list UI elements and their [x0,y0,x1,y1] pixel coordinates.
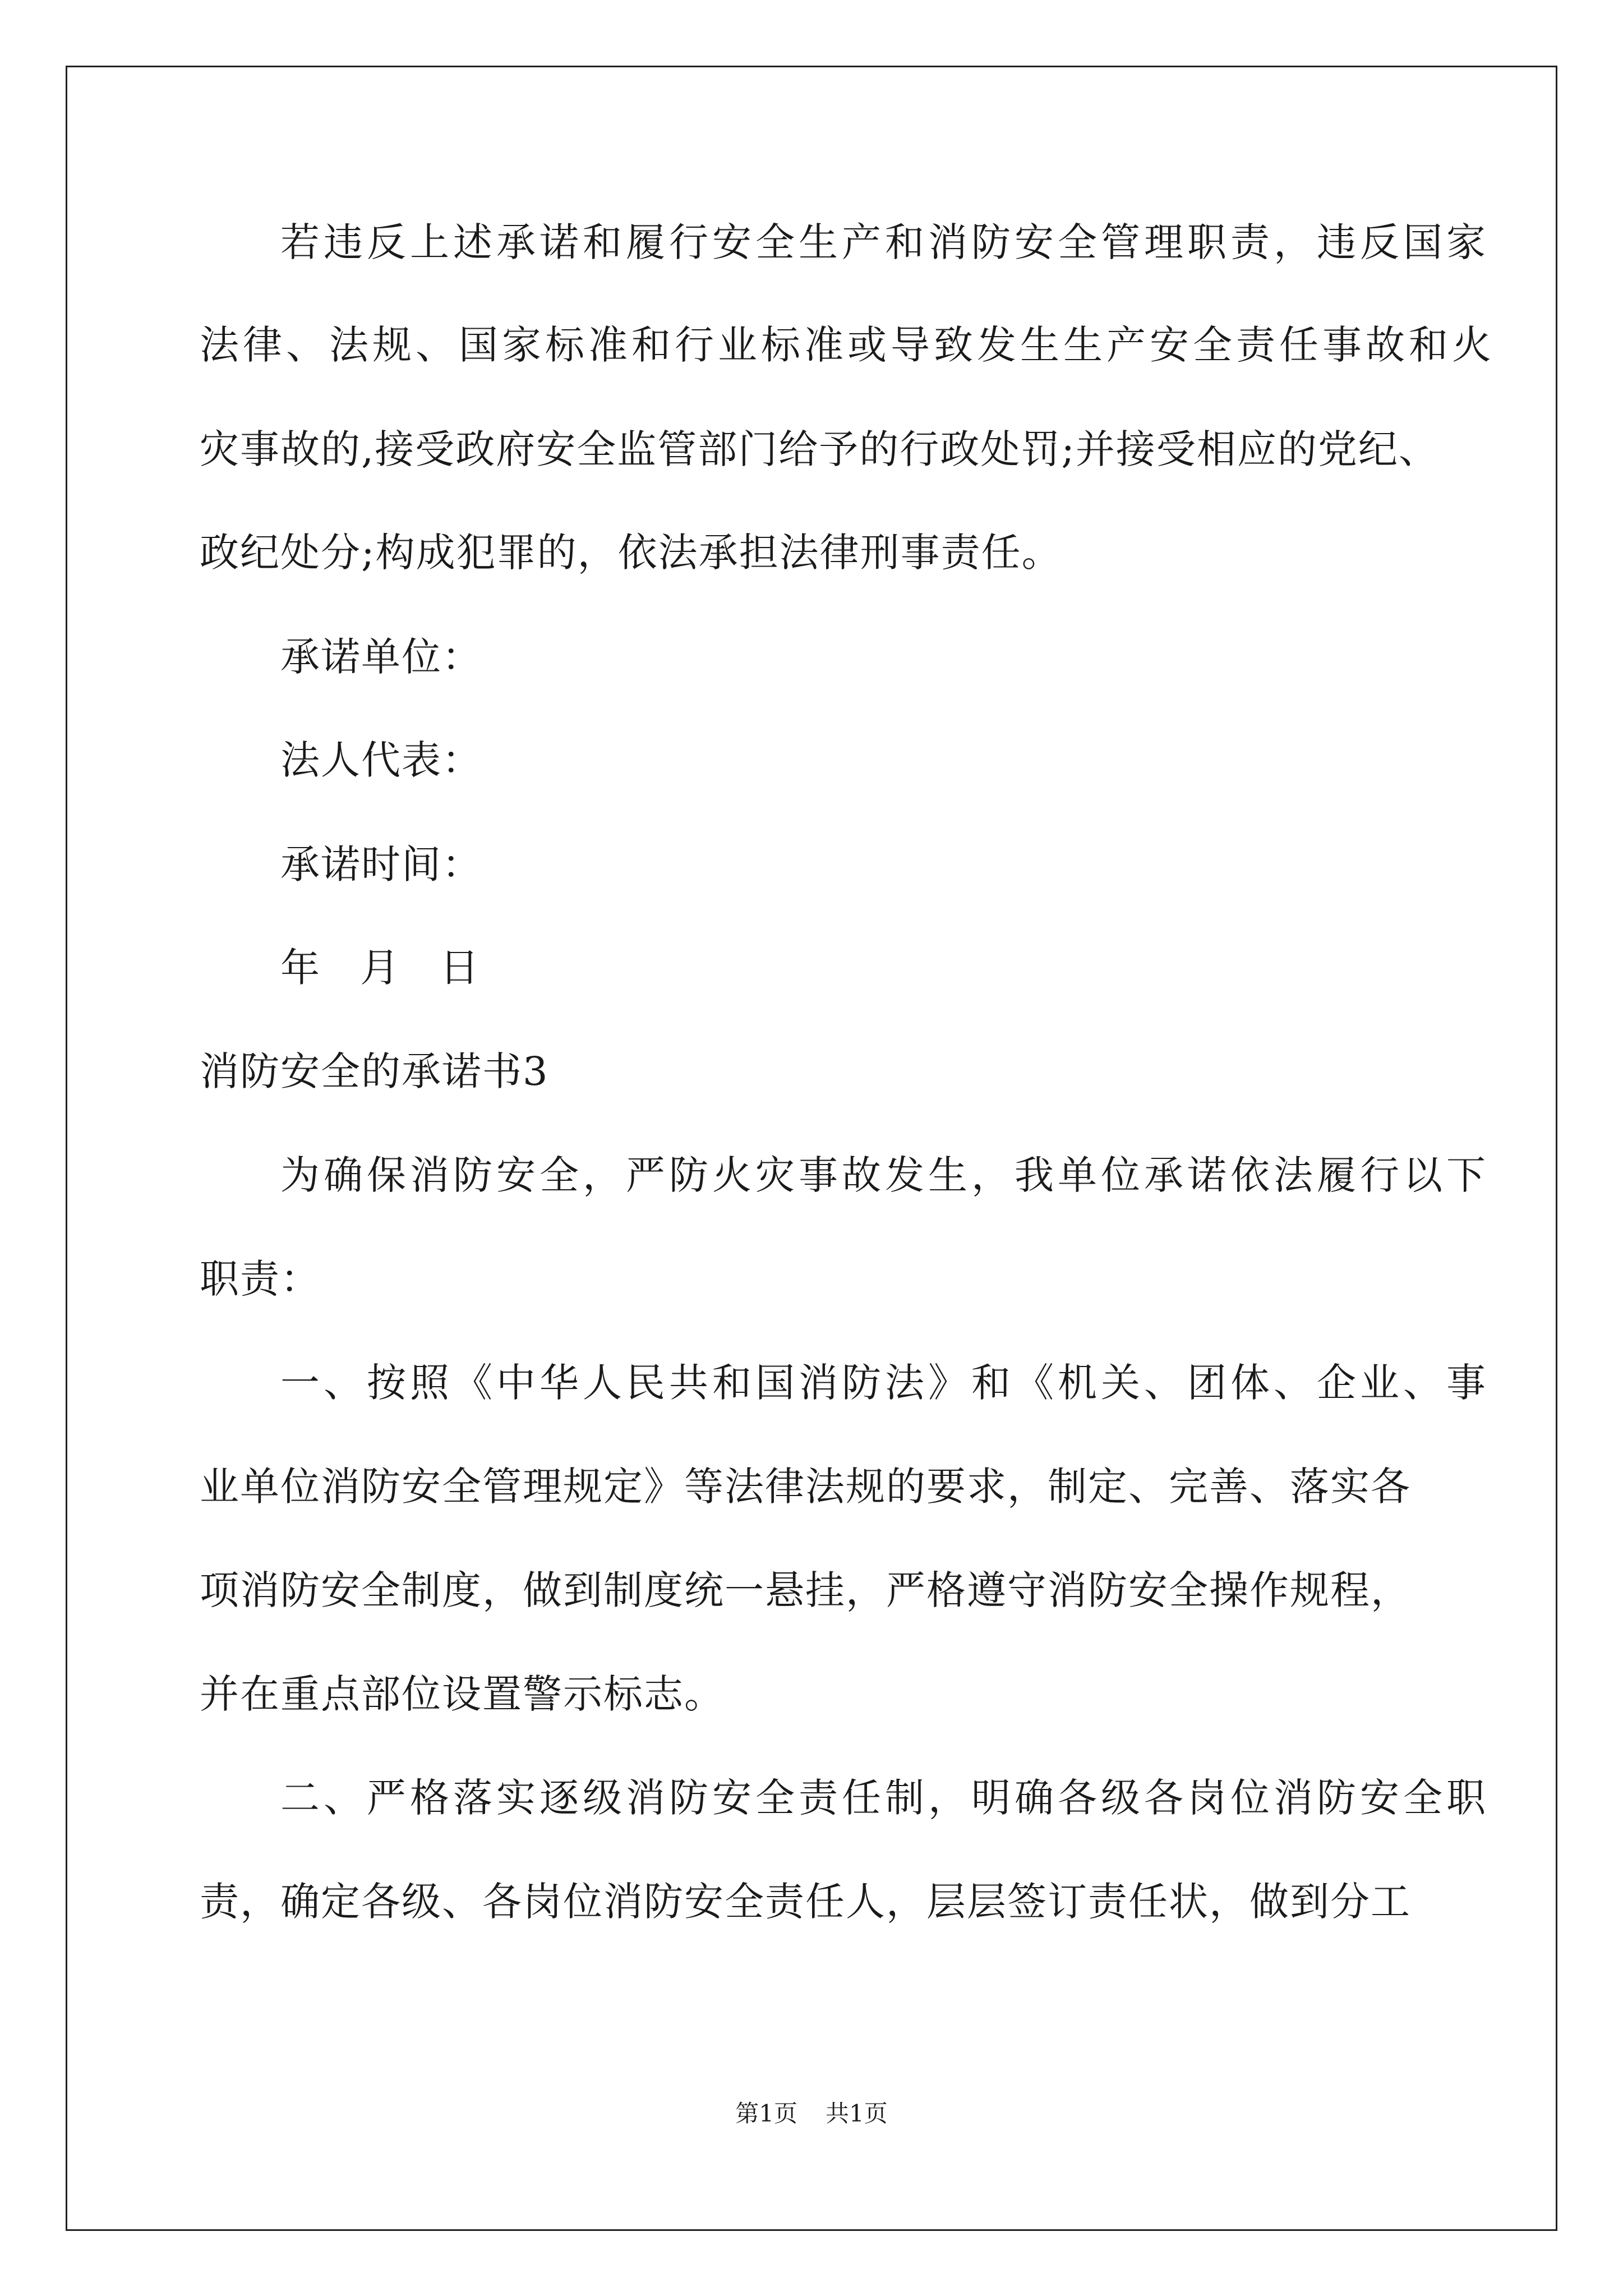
paragraph-line: 责，确定各级、各岗位消防安全责任人，层层签订责任状，做到分工 [200,1879,1411,1925]
month-label: 月 [360,945,400,991]
commitment-time-label: 承诺时间： [280,841,482,887]
paragraph-line: 二、严格落实逐级消防安全责任制，明确各级各岗位消防安全职 [280,1775,1490,1821]
paragraph-line: 若违反上述承诺和履行安全生产和消防安全管理职责，违反国家 [280,219,1490,265]
year-label: 年 [280,945,321,991]
date-line [280,942,480,993]
paragraph-line: 灾事故的,接受政府安全监管部门给予的行政处罚;并接受相应的党纪、 [200,426,1439,472]
legal-representative-label: 法人代表： [280,737,482,783]
paragraph-line: 为确保消防安全，严防火灾事故发生，我单位承诺依法履行以下 [280,1152,1490,1198]
commitment-unit-label: 承诺单位： [280,634,482,680]
page-total: 共1页 [826,2100,888,2127]
day-label: 日 [440,945,480,991]
section-heading: 消防安全的承诺书3 [200,1048,549,1094]
paragraph-line: 并在重点部位设置警示标志。 [200,1671,725,1717]
paragraph-line: 业单位消防安全管理规定》等法律法规的要求，制定、完善、落实各 [200,1464,1411,1510]
paragraph-line: 法律、法规、国家标准和行业标准或导致发生生产安全责任事故和火 [200,322,1495,368]
paragraph-line: 项消防安全制度，做到制度统一悬挂，严格遵守消防安全操作规程， [200,1567,1411,1613]
paragraph-line: 政纪处分;构成犯罪的，依法承担法律刑事责任。 [200,530,1062,576]
page-number: 第1页 [735,2100,797,2127]
paragraph-line: 一、按照《中华人民共和国消防法》和《机关、团体、企业、事 [280,1360,1490,1406]
paragraph-line: 职责： [200,1256,321,1302]
page-footer [0,2098,1623,2129]
